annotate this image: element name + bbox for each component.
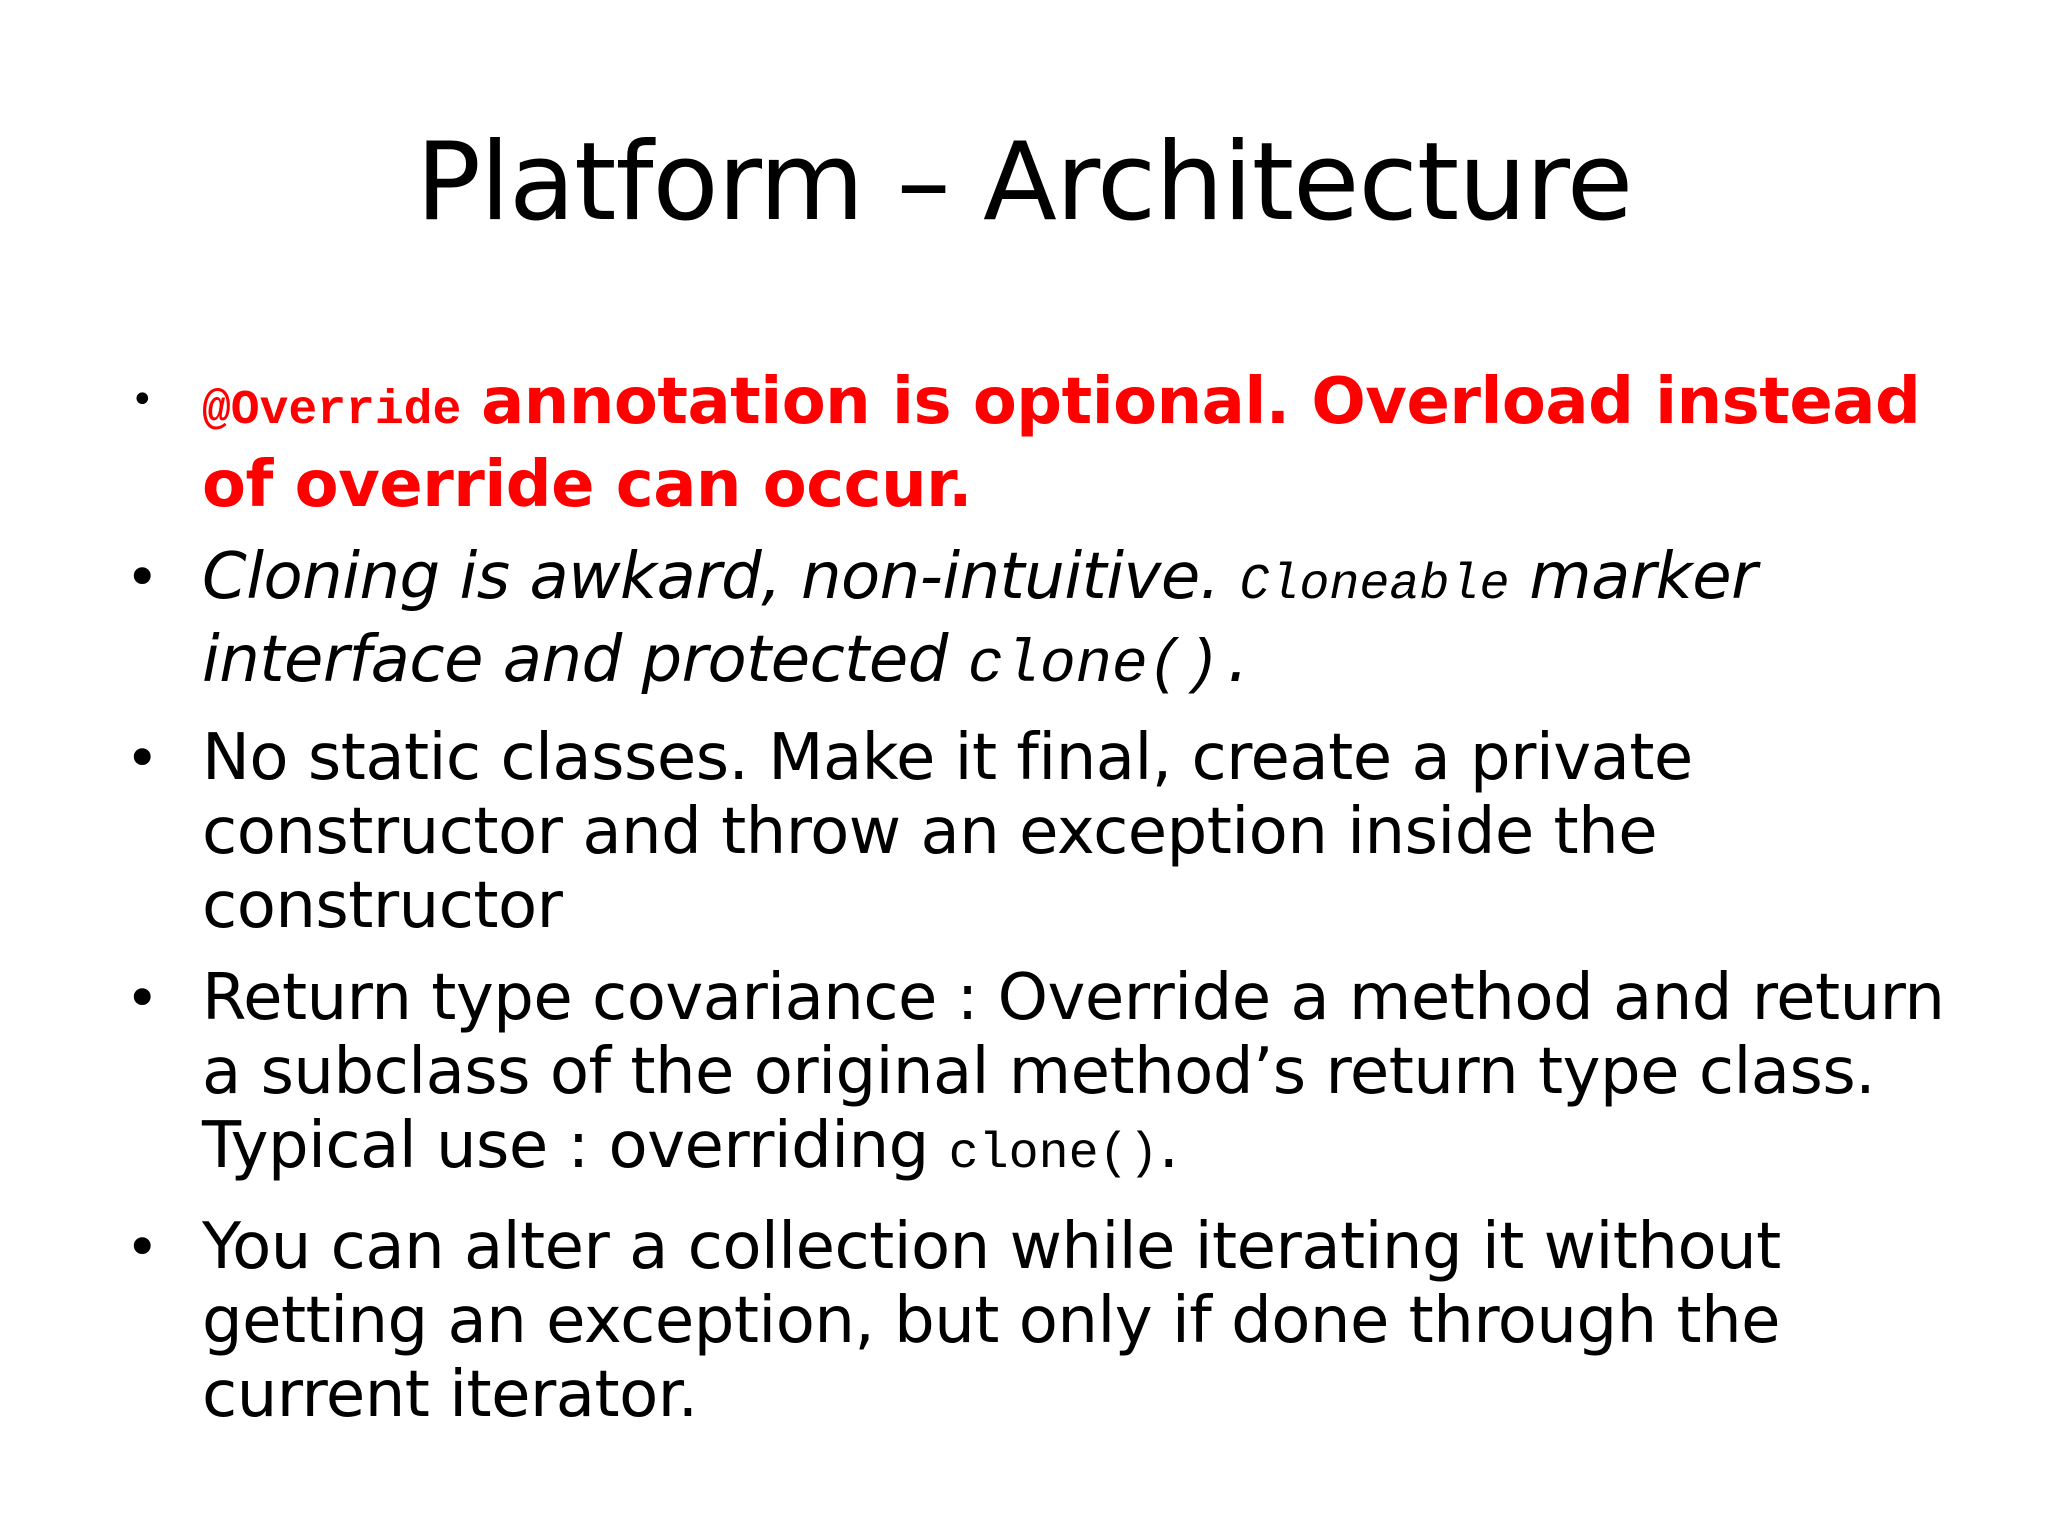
bullet-list (122, 365, 1952, 1450)
bullet-item-collection (122, 1210, 1952, 1432)
bullet-text: No static classes. Make it final, create a private constructor and throw an exception inside the constructor (202, 721, 1693, 943)
code-clone-method: clone() (948, 1126, 1159, 1183)
bullet-text-end: . (1158, 1109, 1179, 1183)
code-clone-method: clone(). (967, 632, 1256, 700)
bullet-dot-icon: • (125, 1213, 159, 1281)
code-cloneable: Cloneable (1239, 557, 1510, 614)
bullet-text: Cloning is awkard, non-intuitive. (202, 540, 1220, 614)
bullet-dot-icon: • (125, 964, 159, 1032)
bullet-text: annotation is optional. Overload instead of override can occur. (202, 365, 1921, 522)
bullet-dot-icon: • (130, 377, 154, 423)
code-override-annotation: @Override (202, 384, 462, 438)
bullet-text: You can alter a collection while iterating it without getting an exception, but only if done through the current iterator. (202, 1210, 1781, 1432)
bullet-item-override (122, 365, 1952, 522)
bullet-dot-icon: • (125, 724, 159, 792)
bullet-dot-icon: • (125, 543, 159, 611)
slide-title: Platform – Architecture (415, 120, 1633, 245)
bullet-item-covariance (122, 961, 1952, 1192)
bullet-text: Return type covariance : Override a method and return a subclass of the original method’s return type class. Typical use : overriding (202, 961, 1945, 1183)
bullet-item-static-classes (122, 721, 1952, 943)
bullet-text: marker interface and protected (202, 540, 1757, 697)
bullet-item-cloning (122, 540, 1952, 703)
